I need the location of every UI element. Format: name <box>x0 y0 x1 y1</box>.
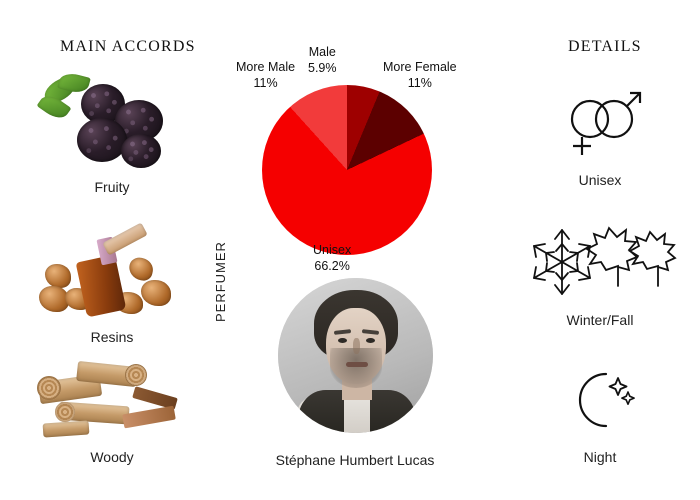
pie-label-value: 5.9% <box>308 60 337 75</box>
accord-item-fruity <box>12 78 212 195</box>
perfumer-name: Stéphane Humbert Lucas <box>275 452 435 468</box>
snowflake-leaves-icon <box>510 218 690 308</box>
accord-label: Woody <box>90 449 134 465</box>
detail-item-night <box>510 355 690 465</box>
detail-item-season <box>510 218 690 328</box>
details-heading: DETAILS <box>568 38 642 55</box>
pie-graphic <box>262 85 432 255</box>
wood-logs-icon <box>37 348 187 443</box>
pie-label-value: 11% <box>407 75 432 90</box>
detail-label: Night <box>583 449 617 465</box>
perfumer-section-label: PERFUMER <box>213 241 228 322</box>
pie-label-name: Unisex <box>313 243 352 257</box>
pie-label-male <box>308 45 337 76</box>
gender-pie-chart <box>252 85 442 240</box>
pie-label-more-female <box>383 60 457 91</box>
accord-label: Resins <box>90 329 134 345</box>
pie-label-more-male <box>236 60 295 91</box>
pie-label-name: More Male <box>236 60 296 74</box>
pie-label-unisex <box>313 243 351 274</box>
pie-label-value: 11% <box>253 75 278 90</box>
pie-label-value: 66.2% <box>314 258 350 273</box>
perfumer-portrait <box>278 278 433 433</box>
accord-label: Fruity <box>94 179 130 195</box>
moon-stars-icon <box>510 355 690 445</box>
pie-label-name: More Female <box>383 60 457 74</box>
gender-unisex-icon <box>510 78 690 168</box>
detail-item-unisex <box>510 78 690 188</box>
amber-resin-bottle-icon <box>37 228 187 323</box>
accord-item-resins <box>12 228 212 345</box>
pie-label-name: Male <box>308 45 336 59</box>
accord-item-woody <box>12 348 212 465</box>
detail-label: Winter/Fall <box>566 312 634 328</box>
blackberry-icon <box>37 78 187 173</box>
detail-label: Unisex <box>578 172 622 188</box>
main-accords-heading: MAIN ACCORDS <box>60 38 196 55</box>
